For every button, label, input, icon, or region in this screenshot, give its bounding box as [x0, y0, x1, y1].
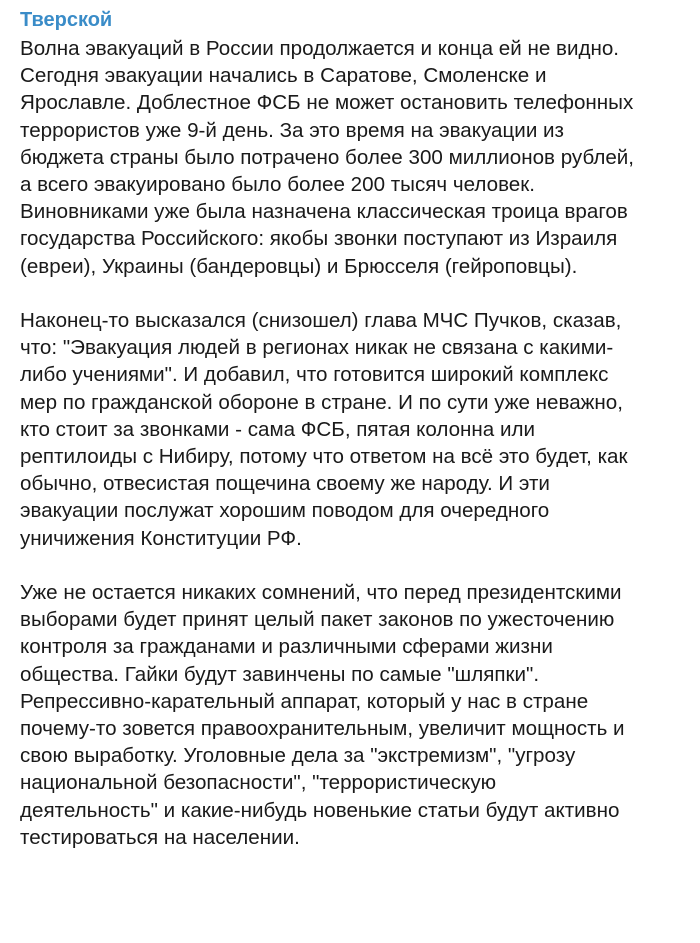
text-line: выборами будет принят целый пакет законов по ужесточению	[20, 608, 615, 632]
text-line: обычно, отвесистая пощечина своему же народу. И эти	[20, 472, 550, 496]
text-line: Виновниками уже была назначена классическая троица врагов	[20, 200, 628, 224]
text-line: государства Российского: якобы звонки поступают из Израиля	[20, 227, 618, 251]
text-line: Волна эвакуаций в России продолжается и конца ей не видно.	[20, 37, 620, 60]
text-line: (евреи), Украины (бандеровцы) и Брюсселя (гейроповцы).	[20, 254, 578, 278]
paragraph-1	[20, 35, 694, 280]
message-body	[20, 35, 694, 851]
text-line: почему-то зовется правоохранительным, увеличит мощность и	[20, 717, 625, 741]
text-line: рептилоиды с Нибиру, потому что ответом на всё это будет, как	[20, 445, 628, 469]
text-line: либо учениями". И добавил, что готовится широкий комплекс	[20, 363, 609, 387]
text-line: деятельность" и какие-нибудь новенькие статьи будут активно	[20, 798, 620, 822]
text-line: общества. Гайки будут завинчены по самые "шляпки".	[20, 662, 540, 686]
text-line: Наконец-то высказался (снизошел) глава МЧС Пучков, сказав,	[20, 309, 622, 333]
text-line: свою выработку. Уголовные дела за "экстремизм", "угрозу	[20, 744, 576, 768]
paragraph-gap	[20, 280, 694, 307]
text-line: Уже не остается никаких сомнений, что перед президентскими	[20, 581, 622, 605]
text-line: национальной безопасности", "террористическую	[20, 771, 497, 795]
text-line: уничижения Конституции РФ.	[20, 526, 302, 550]
text-line: а всего эвакуировано было более 200 тысяч человек.	[20, 173, 535, 197]
text-line: мер по гражданской обороне в стране. И по сути уже неважно,	[20, 390, 623, 414]
paragraph-3	[20, 579, 694, 851]
text-line: Репрессивно-карательный аппарат, который у нас в стране	[20, 689, 589, 713]
text-line: тестироваться на населении.	[20, 825, 300, 849]
paragraph-2	[20, 307, 694, 552]
text-line: Сегодня эвакуации начались в Саратове, Смоленске и	[20, 64, 547, 88]
text-line: кто стоит за звонками - сама ФСБ, пятая колонна или	[20, 417, 535, 441]
paragraph-gap	[20, 552, 694, 579]
channel-name-link[interactable]: Тверской	[20, 9, 113, 31]
text-line: Ярославле. Доблестное ФСБ не может остановить телефонных	[20, 91, 634, 115]
text-line: эвакуации послужат хорошим поводом для очередного	[20, 499, 550, 523]
text-line: бюджета страны было потрачено более 300 миллионов рублей,	[20, 145, 635, 169]
text-line: террористов уже 9-й день. За это время на эвакуации из	[20, 118, 564, 142]
text-line: контроля за гражданами и различными сферами жизни	[20, 635, 553, 659]
text-line: что: "Эвакуация людей в регионах никак не связана с какими-	[20, 336, 614, 360]
